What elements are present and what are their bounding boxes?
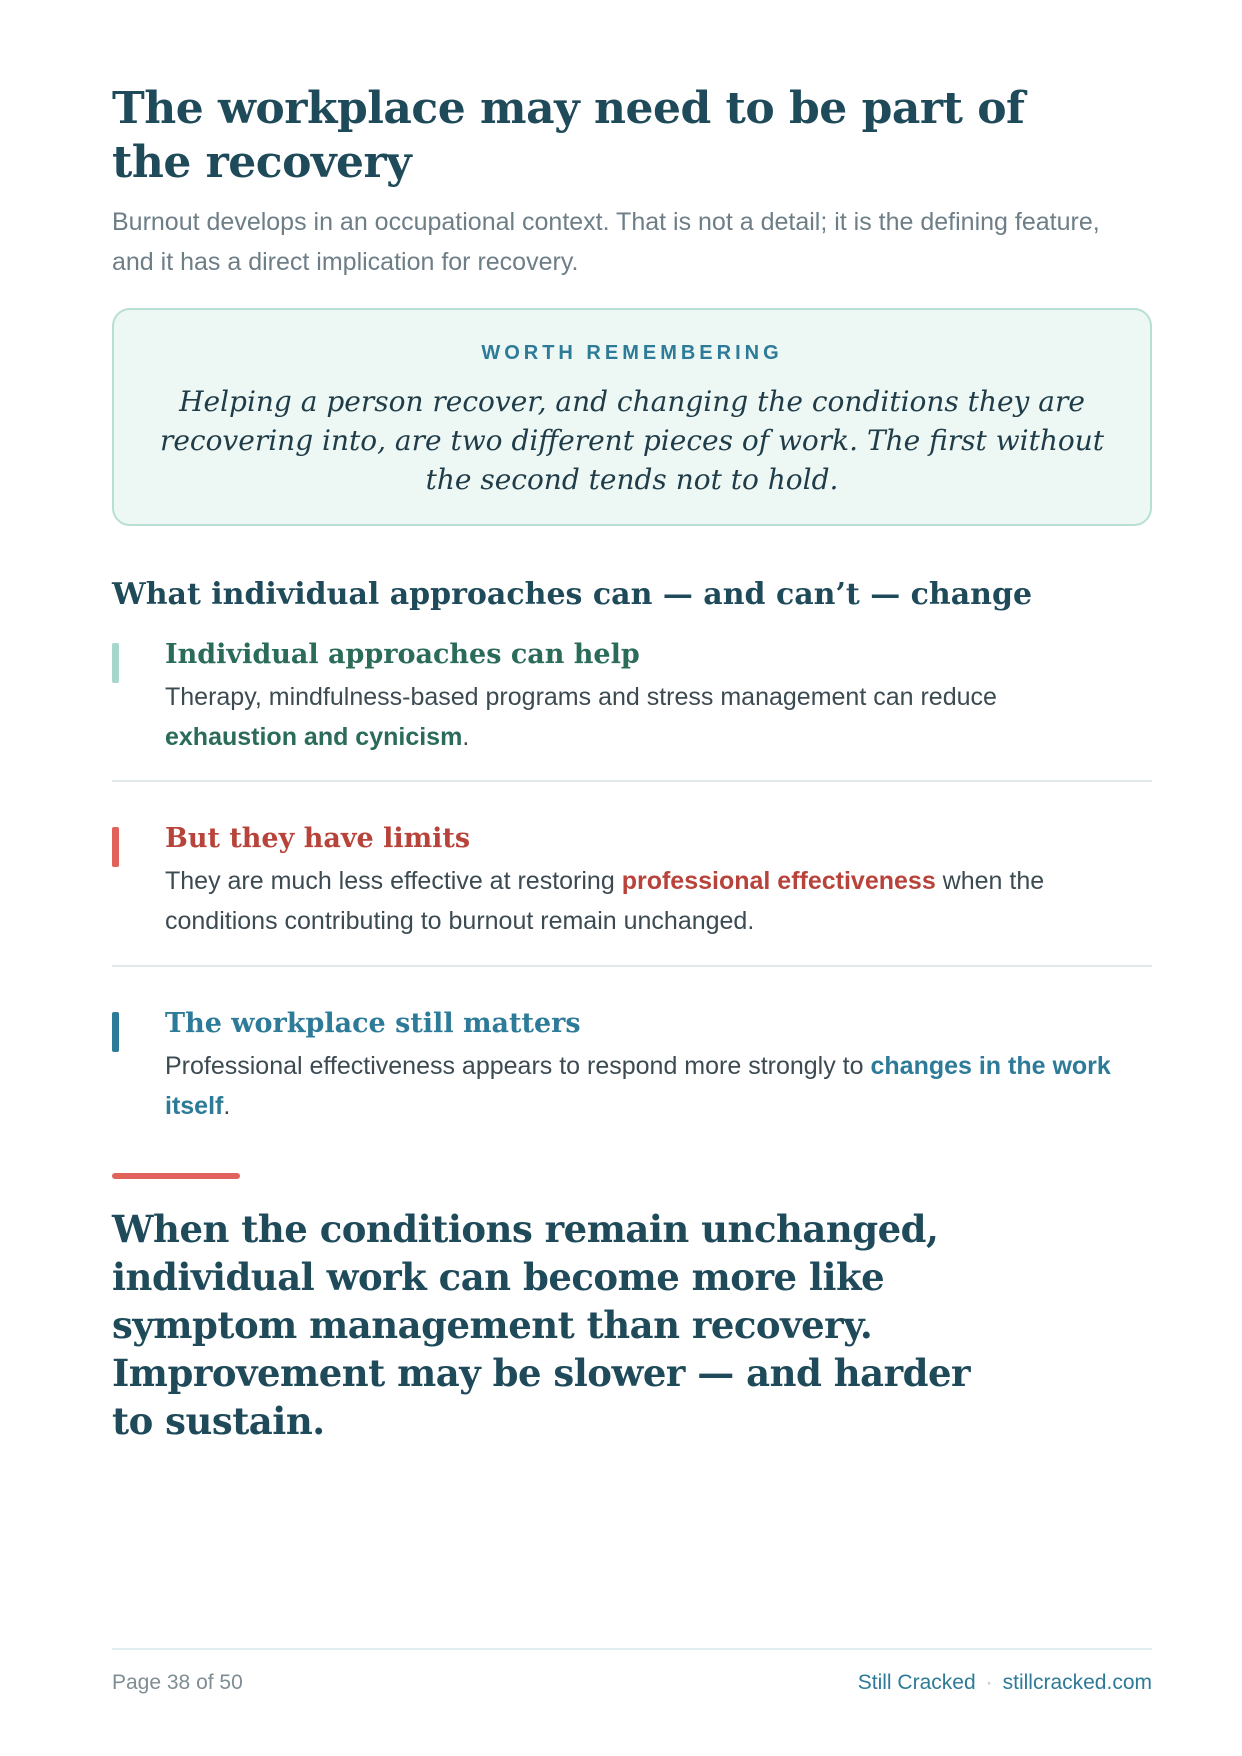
item-accent-bar (112, 643, 119, 683)
item-title: But they have limits (165, 823, 471, 854)
item-body (165, 1046, 1125, 1126)
item-title: The workplace still matters (165, 1008, 581, 1039)
page-number: Page 38 of 50 (112, 1671, 243, 1694)
item-accent-bar (112, 827, 119, 867)
worth-remembering-callout (112, 308, 1152, 526)
footer-divider (112, 1648, 1152, 1650)
item-accent-bar (112, 1012, 119, 1052)
brand-name: Still Cracked (857, 1671, 976, 1694)
item-highlight: changes in the work itself (165, 1052, 1111, 1120)
item-body-text-end: when the conditions contributing to burnout remain unchanged. (165, 867, 1045, 935)
intro-paragraph: Burnout develops in an occupational context. That is not a detail; it is the defining feature, and it has a direct implication for recovery. (112, 208, 1100, 276)
accent-rule (112, 1173, 240, 1179)
callout-quote: Helping a person recover, and changing the conditions they are recovering into, are two different pieces of work. The first without the second tends not to hold. (159, 385, 1105, 496)
item-body-text: Professional effectiveness appears to respond more strongly to (165, 1052, 871, 1080)
item-highlight: exhaustion and cynicism (165, 723, 463, 751)
page-title: The workplace may need to be part of the recovery (112, 83, 1025, 188)
site-link[interactable]: stillcracked.com (1002, 1671, 1152, 1694)
footer-brand (858, 1668, 1152, 1698)
document-page (112, 0, 1154, 1756)
item-highlight: professional effectiveness (621, 867, 936, 895)
closing-statement: When the conditions remain unchanged, individual work can become more like symptom management than recovery. Improvement may be slower — and harder to sustain. (112, 1207, 971, 1443)
item-body (165, 861, 1125, 941)
callout-label: WORTH REMEMBERING (481, 342, 783, 364)
item-divider (112, 965, 1152, 967)
item-body-text: They are much less effective at restoring (165, 867, 622, 895)
item-divider (112, 780, 1152, 782)
footer-separator: · (985, 1671, 993, 1694)
item-title: Individual approaches can help (165, 639, 640, 670)
item-body-text-end: . (223, 1092, 231, 1120)
item-body-text: Therapy, mindfulness-based programs and stress management can reduce (165, 683, 997, 711)
item-body-text-end: . (462, 723, 470, 751)
item-body (165, 677, 1125, 757)
section-heading: What individual approaches can — and can’t — change (112, 577, 1033, 612)
